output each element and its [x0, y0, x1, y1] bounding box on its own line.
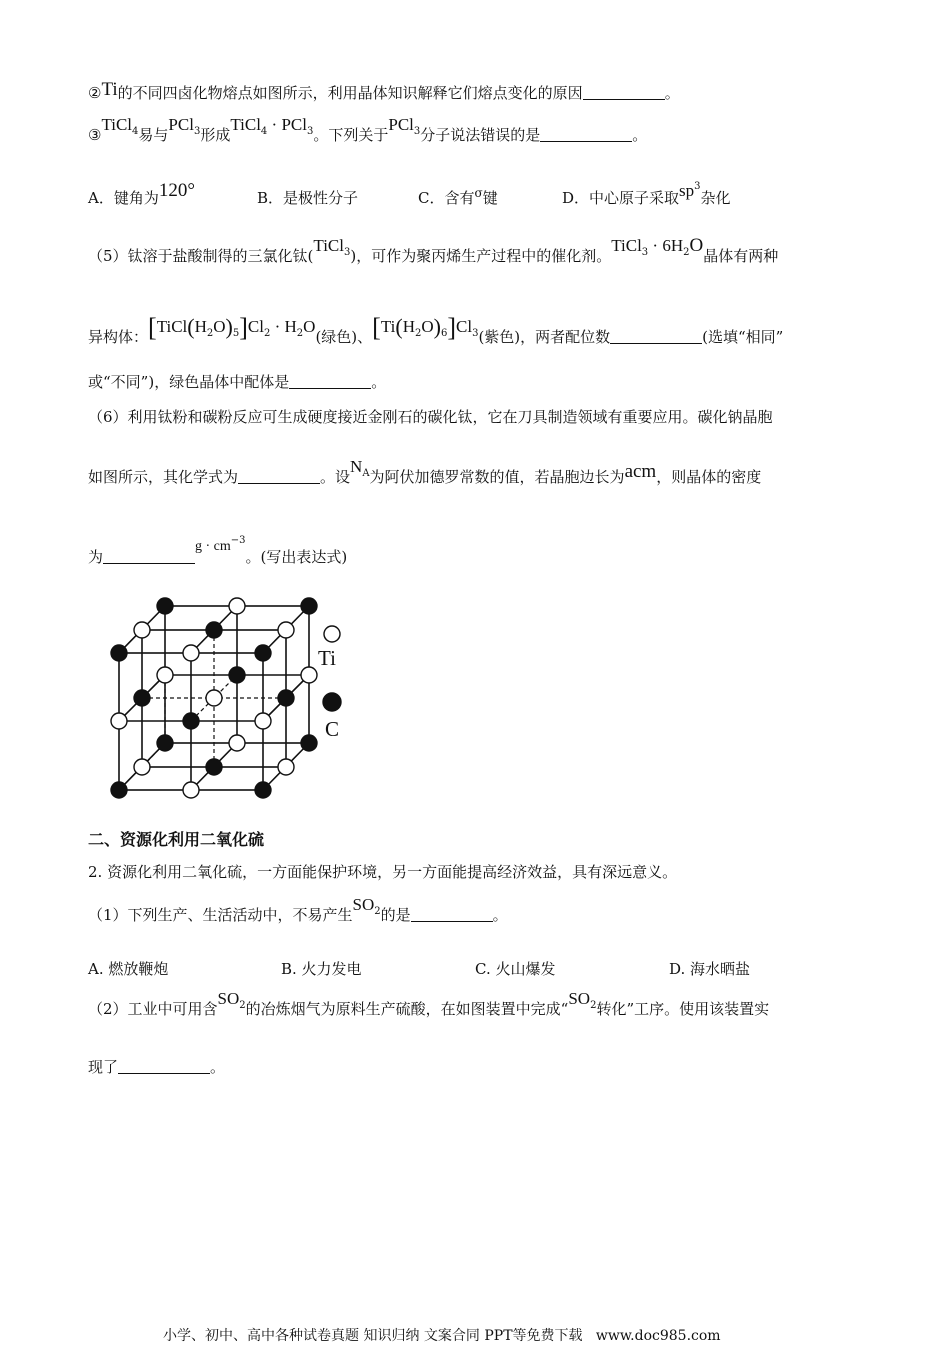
legend-ti-label: Ti [318, 646, 336, 670]
answer-blank[interactable] [610, 328, 702, 344]
option-d[interactable]: D. 海水晒盐 [669, 960, 751, 978]
crystal-lattice-diagram [100, 590, 360, 805]
footer: 小学、初中、高中各种试卷真题 知识归纳 文案合同 PPT等免费下载 www.doc985.com [163, 1328, 721, 1344]
option-a[interactable]: A. 燃放鞭炮 [88, 960, 169, 978]
answer-blank[interactable] [289, 373, 371, 389]
option-a[interactable]: A．键角为120° [88, 180, 195, 207]
legend-c-label: C [325, 717, 340, 741]
q5-line1: （5）钛溶于盐酸制得的三氯化钛(TiCl$_3$)，可作为聚丙烯生产过程中的催化剂。TiCl$_3$ · $6H_2O$晶体有两种 [88, 235, 779, 265]
q6-line3: 为$g \cdot cm^{-3}$。(写出表达式) [88, 535, 348, 566]
q6-line2: 如图所示，其化学式为 。设$N_A$为阿伏加德罗常数的值，若晶胞边长为acm，则晶体的密度 [88, 457, 762, 486]
answer-blank[interactable] [411, 906, 493, 922]
q6-line1: （6）利用钛粉和碳粉反应可生成硬度接近金刚石的碳化钛，它在刀具制造领域有重要应用。碳化钠晶胞 [88, 408, 773, 426]
answer-blank[interactable] [118, 1058, 210, 1074]
q4-part2: ②Ti的不同四卤化物熔点如图所示，利用晶体知识解释它们熔点变化的原因 。 [88, 79, 680, 102]
legend-c-circle [323, 693, 341, 711]
section2-q2-cont: 现了 。 [88, 1058, 226, 1076]
section2-q2: （2）工业中可用含$SO_2$的冶炼烟气为原料生产硫酸，在如图装置中完成“$SO_2$转化”工序。使用该装置实 [88, 989, 770, 1018]
option-b[interactable]: B．是极性分子 [257, 189, 359, 207]
option-c[interactable]: C．含有$^\sigma$键 [418, 186, 498, 207]
section-title: 二、资源化利用二氧化硫 [88, 830, 265, 849]
legend-ti-circle [324, 626, 340, 642]
answer-blank[interactable] [540, 126, 632, 142]
answer-blank[interactable] [583, 84, 665, 100]
answer-blank[interactable] [103, 548, 195, 564]
section2-intro: 2. 资源化利用二氧化硫，一方面能保护环境，另一方面能提高经济效益，具有深远意义。 [88, 863, 678, 881]
q5-line2: 异构体：$[TiCl(H_2O)_5]Cl_2 \cdot H_2O$(绿色)、$[Ti(H_2O)_6]Cl_3$(紫色)，两者配位数 (选填“相同” [88, 313, 784, 346]
q5-line3: 或“不同”)，绿色晶体中配体是 。 [88, 373, 387, 391]
option-c[interactable]: C. 火山爆发 [475, 960, 556, 978]
footer-link[interactable]: www.doc985.com [595, 1328, 721, 1344]
section2-q1: （1）下列生产、生活活动中，不易产生$SO_2$的是 。 [88, 895, 508, 924]
option-b[interactable]: B. 火力发电 [281, 960, 362, 978]
option-d[interactable]: D．中心原子采取$sp^3$杂化 [562, 181, 731, 207]
q4-part3: ③TiCl$_4$易与PCl$_3$形成TiCl$_4$ · PCl$_3$。下列关于PCl$_3$分子说法错误的是 。 [88, 115, 648, 144]
answer-blank[interactable] [238, 468, 320, 484]
